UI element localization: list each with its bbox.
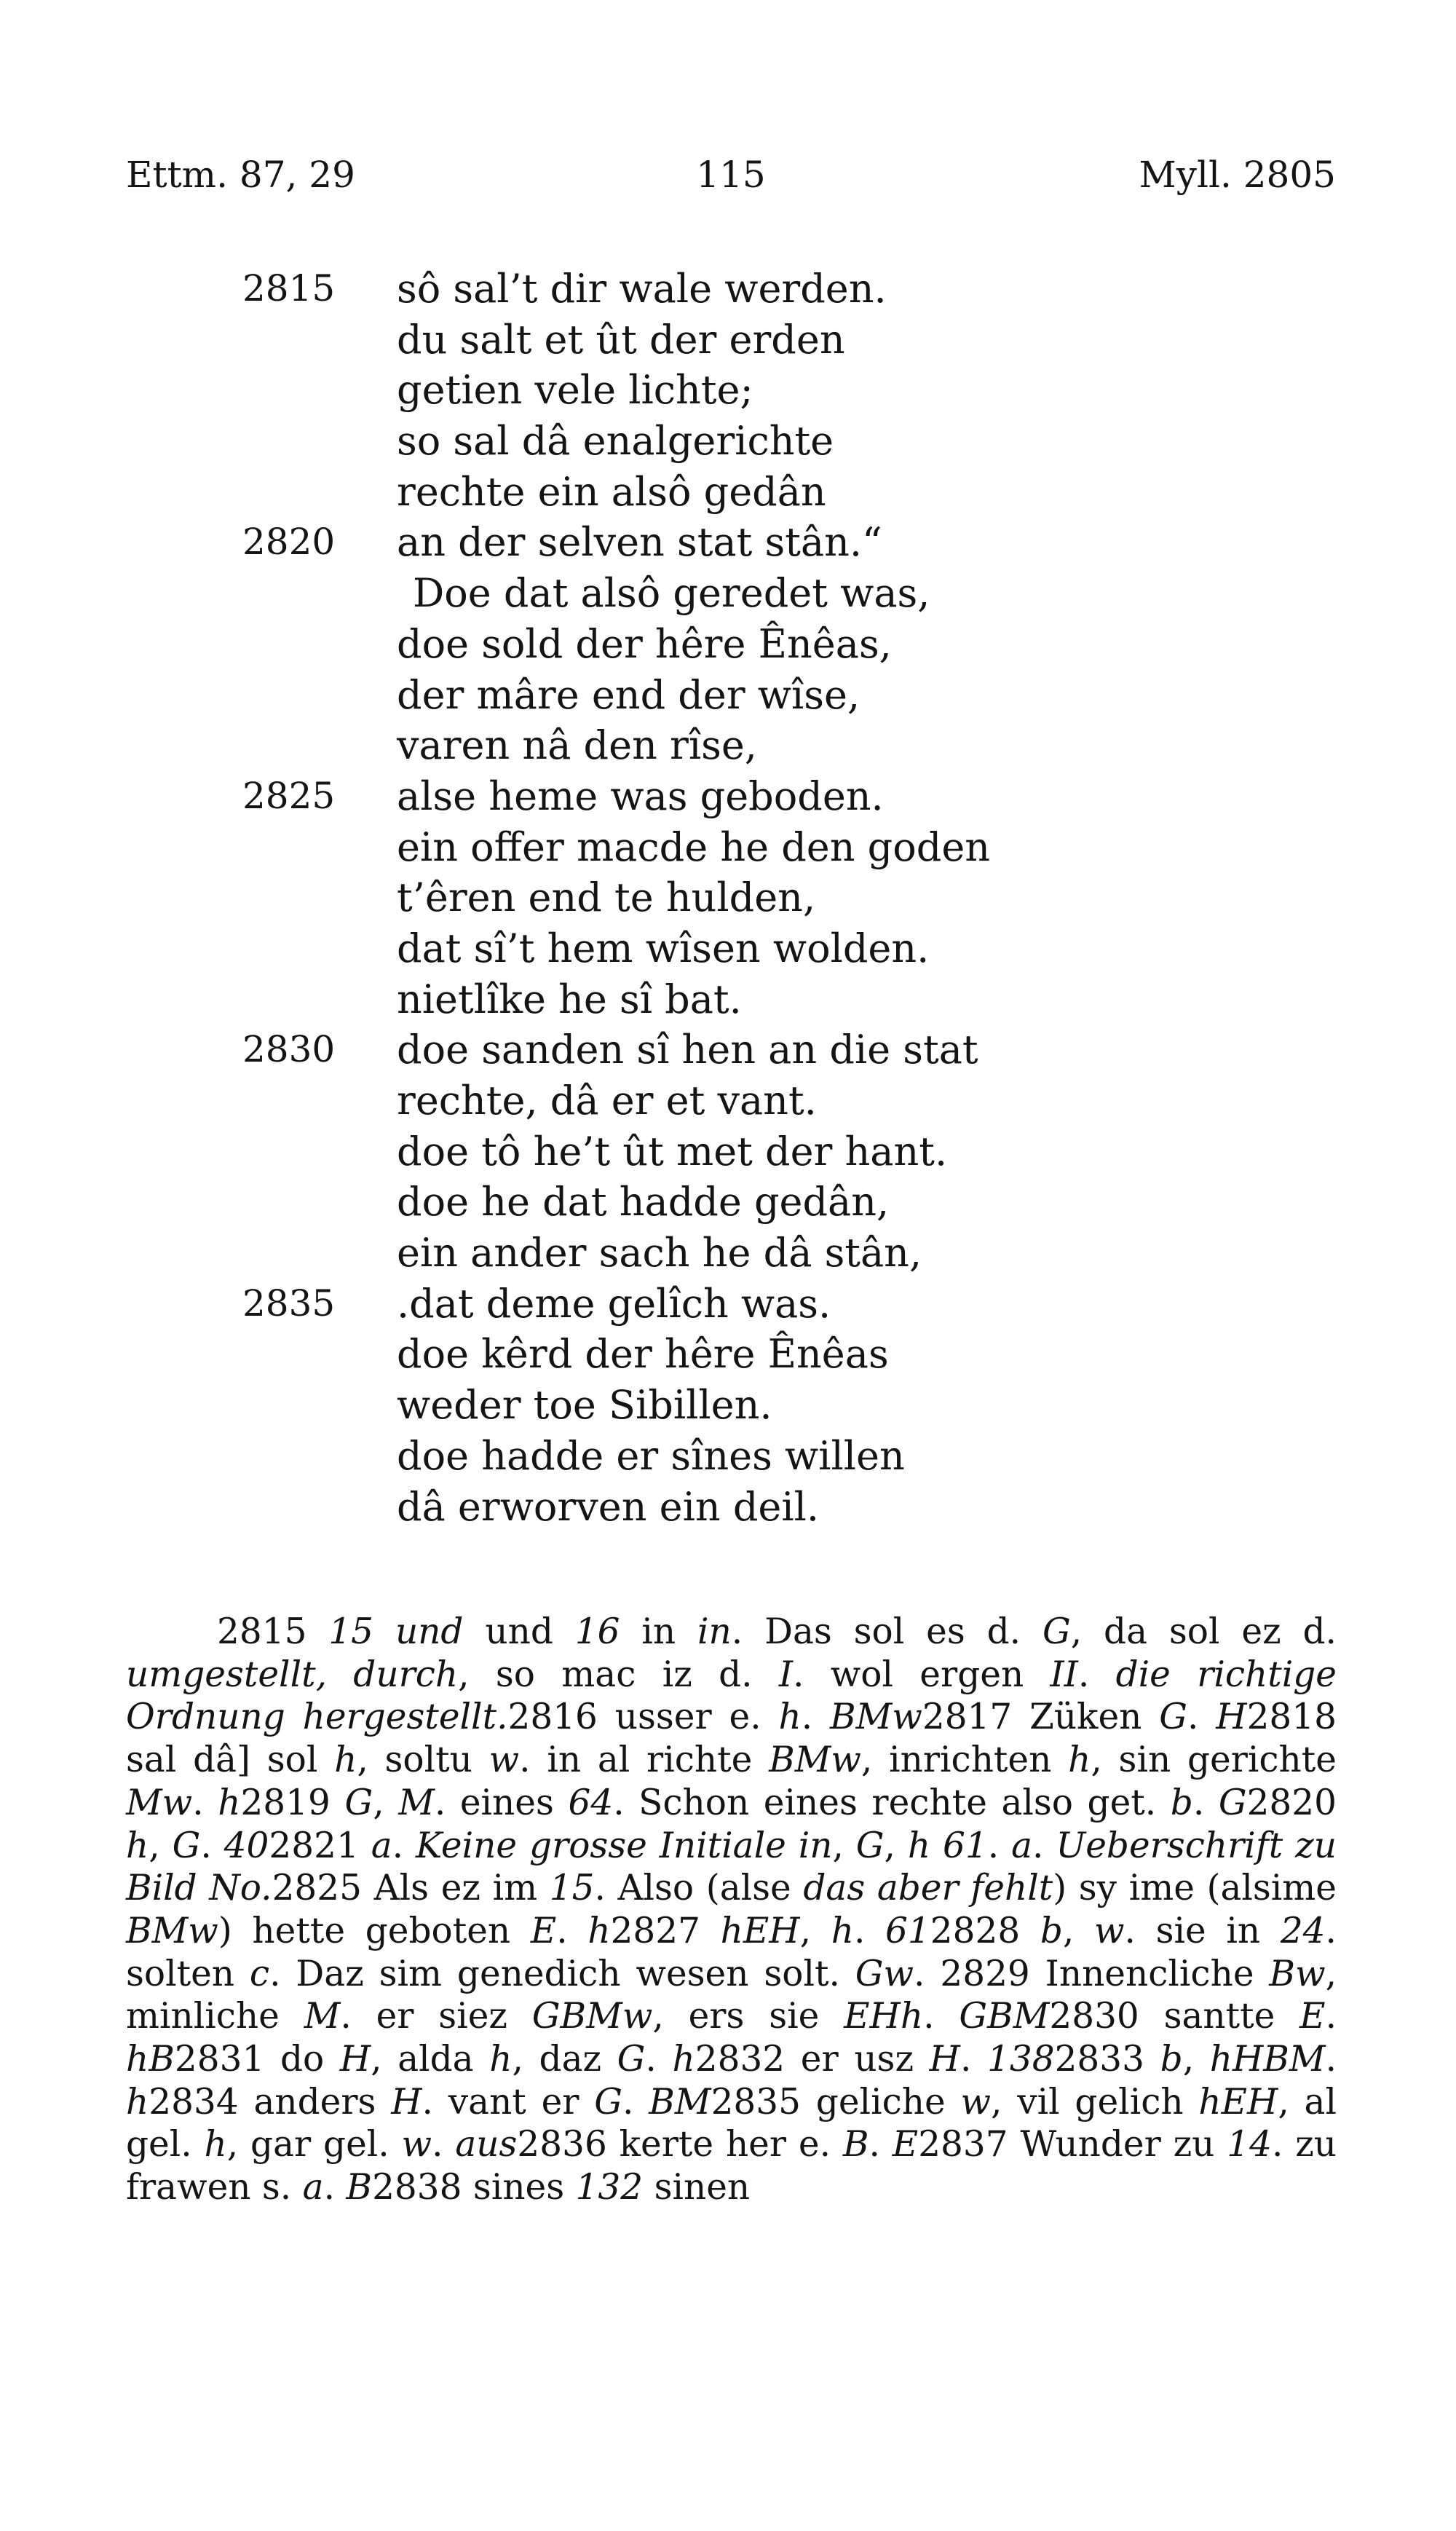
apparatus-italic: b	[1040, 1910, 1063, 1951]
verse-text-line: rechte, dâ er et vant.	[397, 1078, 817, 1124]
apparatus-italic: w	[488, 1740, 520, 1781]
apparatus-text: .	[1187, 1697, 1216, 1738]
apparatus-italic: II	[1050, 1654, 1078, 1695]
verse-text-line: rechte ein alsô gedân	[397, 468, 826, 515]
apparatus-italic: und	[395, 1611, 464, 1652]
apparatus-text: , alda	[371, 2039, 490, 2080]
apparatus-text: 2817 Züken	[922, 1697, 1160, 1738]
apparatus-text: , da sol ez d.	[1070, 1611, 1337, 1652]
apparatus-text: .	[200, 1825, 224, 1866]
apparatus-italic: EHh	[844, 1996, 924, 2037]
apparatus-italic: die richtige Ordnung hergestellt.	[126, 1654, 1337, 1738]
verse-line	[0, 1279, 1456, 1330]
apparatus-text: . zu frawen s.	[126, 2124, 1337, 2208]
verse-text-line: t’êren end te hulden,	[397, 874, 816, 921]
apparatus-text: .	[1325, 2039, 1337, 2080]
apparatus-italic: b	[1170, 1782, 1193, 1823]
apparatus-text: und	[463, 1611, 575, 1652]
apparatus-text	[373, 1611, 395, 1652]
apparatus-italic: 64	[568, 1782, 614, 1823]
apparatus-text: 2818 sal dâ] sol	[126, 1697, 1337, 1781]
verse-text-line: dat sî’t hem wîsen wolden.	[397, 925, 930, 971]
apparatus-text: , daz	[512, 2039, 617, 2080]
verse-text-line: dâ erworven ein deil.	[397, 1483, 820, 1530]
verse-line	[0, 1380, 1456, 1431]
apparatus-text: , ers sie	[652, 1996, 844, 2037]
apparatus-text: . Schon eines rechte also get.	[613, 1782, 1171, 1823]
apparatus-italic: E	[892, 2124, 919, 2165]
apparatus-text: 2815	[217, 1611, 329, 1652]
apparatus-italic: 61	[943, 1825, 988, 1866]
critical-apparatus	[126, 1611, 1337, 2209]
running-header	[126, 149, 1336, 200]
apparatus-text: , al gel.	[126, 2081, 1337, 2165]
apparatus-italic: H	[391, 2081, 422, 2123]
apparatus-text: ,	[799, 1910, 831, 1951]
apparatus-text: 2832 er usz	[695, 2039, 930, 2080]
apparatus-italic: in	[697, 1611, 732, 1652]
apparatus-text: .	[853, 1910, 886, 1951]
apparatus-italic: Gw	[855, 1953, 914, 1994]
apparatus-text: , minliche	[126, 1953, 1337, 2037]
apparatus-italic: G	[1042, 1611, 1071, 1652]
apparatus-italic: h	[778, 1697, 802, 1738]
apparatus-text: . solten	[126, 1910, 1337, 1994]
apparatus-italic: GBMw	[531, 1996, 653, 2037]
verse-text-line: doe sanden sî hen an die stat	[397, 1027, 978, 1073]
verse-text-line: alse heme was geboden.	[397, 773, 884, 819]
apparatus-italic: 61	[885, 1910, 930, 1951]
apparatus-text: 2837 Wunder zu	[918, 2124, 1227, 2165]
verse-line	[0, 1075, 1456, 1126]
apparatus-text: . eines	[434, 1782, 569, 1823]
apparatus-text: 2819	[240, 1782, 345, 1823]
apparatus-text: . sie in	[1124, 1910, 1281, 1951]
apparatus-paragraph	[126, 1611, 1337, 2209]
apparatus-italic: h	[1068, 1740, 1091, 1781]
apparatus-italic: M	[304, 1996, 341, 2037]
verse-text-line: doe sold der hêre Ênêas,	[397, 620, 892, 667]
apparatus-italic: a	[1011, 1825, 1032, 1866]
apparatus-italic: G	[344, 1782, 373, 1823]
apparatus-italic: das aber fehlt	[803, 1868, 1053, 1909]
verse-line	[0, 771, 1456, 822]
apparatus-italic: h	[218, 1782, 241, 1823]
apparatus-text: , sin gerichte	[1091, 1740, 1337, 1781]
verse-line	[0, 568, 1456, 619]
apparatus-italic: umgestellt, durch	[126, 1654, 459, 1695]
apparatus-text: .	[622, 2081, 649, 2123]
apparatus-italic: M	[398, 1782, 435, 1823]
verse-line	[0, 670, 1456, 721]
apparatus-italic: h	[587, 1910, 611, 1951]
apparatus-italic: h	[126, 2081, 149, 2123]
apparatus-italic: E	[530, 1910, 557, 1951]
verse-line	[0, 517, 1456, 568]
apparatus-italic: hEH	[1198, 2081, 1278, 2123]
verse-number: 2820	[242, 521, 336, 564]
apparatus-italic: a	[302, 2167, 324, 2208]
apparatus-text: , vil gelich	[991, 2081, 1199, 2123]
apparatus-text: .	[432, 2124, 456, 2165]
apparatus-italic: G	[1159, 1697, 1187, 1738]
apparatus-text: ,	[1062, 1910, 1095, 1951]
apparatus-italic: 15	[549, 1868, 595, 1909]
apparatus-italic: Keine grosse Initiale in	[415, 1825, 833, 1866]
apparatus-italic: w	[960, 2081, 991, 2123]
apparatus-italic: 40	[223, 1825, 269, 1866]
apparatus-italic: h	[907, 1825, 931, 1866]
verse-text-line: sô sal’t dir wale werden.	[397, 266, 887, 312]
verse-line	[0, 822, 1456, 873]
apparatus-text: ,	[832, 1825, 856, 1866]
apparatus-italic: H	[929, 2039, 960, 2080]
verse-line	[0, 1329, 1456, 1380]
apparatus-italic: hHBM	[1209, 2039, 1326, 2080]
apparatus-text: .	[1192, 1782, 1219, 1823]
header-right-reference: Myll. 2805	[1139, 154, 1336, 196]
verse-number: 2830	[242, 1028, 336, 1071]
apparatus-italic: h	[831, 1910, 854, 1951]
apparatus-italic: b	[1160, 2039, 1183, 2080]
apparatus-text: .	[801, 1697, 831, 1738]
apparatus-text: 2831 do	[174, 2039, 340, 2080]
apparatus-italic: 15	[328, 1611, 374, 1652]
verse-text-line: du salt et ût der erden	[397, 316, 845, 363]
verse-line	[0, 264, 1456, 315]
apparatus-text: sinen	[643, 2167, 751, 2208]
apparatus-italic: 24	[1280, 1910, 1326, 1951]
verse-text-line: der mâre end der wîse,	[397, 671, 860, 718]
apparatus-text: 2833	[1054, 2039, 1160, 2080]
verse-number: 2815	[242, 267, 336, 309]
apparatus-text: 2834 anders	[149, 2081, 392, 2123]
apparatus-text: .	[1032, 1825, 1056, 1866]
apparatus-italic: hEH	[720, 1910, 800, 1951]
apparatus-italic: G	[617, 2039, 646, 2080]
apparatus-text: . in al richte	[519, 1740, 769, 1781]
apparatus-text: .	[323, 2167, 347, 2208]
apparatus-italic: G	[594, 2081, 623, 2123]
verse-text-line: weder toe Sibillen.	[397, 1382, 772, 1429]
apparatus-italic: BMw	[126, 1910, 218, 1951]
apparatus-text: . 2829 Innencliche	[914, 1953, 1270, 1994]
apparatus-italic: aus	[455, 2124, 518, 2165]
verse-text-line: ein offer macde he den goden	[397, 824, 991, 870]
apparatus-text: . Also (alse	[594, 1868, 804, 1909]
verse-line	[0, 1228, 1456, 1279]
apparatus-text: 2830 santte	[1049, 1996, 1300, 2037]
verse-number: 2835	[242, 1282, 336, 1324]
apparatus-italic: c	[249, 1953, 270, 1994]
apparatus-text: .	[869, 2124, 893, 2165]
apparatus-text: .	[556, 1910, 588, 1951]
verse-line	[0, 1482, 1456, 1533]
apparatus-text: . er siez	[340, 1996, 532, 2037]
apparatus-text: . Daz sim genedich wesen solt.	[269, 1953, 855, 1994]
apparatus-text: 2821	[269, 1825, 371, 1866]
apparatus-italic: w	[1094, 1910, 1125, 1951]
verse-line	[0, 720, 1456, 771]
verse-line	[0, 619, 1456, 670]
apparatus-text: .	[987, 1825, 1012, 1866]
verse-line	[0, 872, 1456, 923]
apparatus-italic: h	[489, 2039, 513, 2080]
verse-text-line: getien vele lichte;	[397, 367, 753, 414]
apparatus-italic: h	[126, 1825, 149, 1866]
apparatus-italic: H	[339, 2039, 371, 2080]
apparatus-italic: H	[1216, 1697, 1247, 1738]
apparatus-text: 2816 usser e.	[507, 1697, 779, 1738]
apparatus-italic: Ueberschrift zu Bild No.	[126, 1825, 1337, 1909]
apparatus-text: ,	[884, 1825, 908, 1866]
apparatus-text: 2828	[930, 1910, 1040, 1951]
apparatus-italic: BMw	[830, 1697, 922, 1738]
apparatus-italic: w	[401, 2124, 432, 2165]
apparatus-text: .	[645, 2039, 673, 2080]
apparatus-text: , inrichten	[860, 1740, 1069, 1781]
apparatus-text: ) hette geboten	[218, 1910, 531, 1951]
apparatus-text: ,	[149, 1825, 173, 1866]
apparatus-text: .	[1077, 1654, 1116, 1695]
apparatus-text: . Das sol es d.	[731, 1611, 1042, 1652]
verse-text-line: doe hadde er sînes willen	[397, 1432, 905, 1479]
apparatus-italic: 138	[987, 2039, 1055, 2080]
apparatus-italic: B	[346, 2167, 373, 2208]
apparatus-italic: GBM	[959, 1996, 1050, 2037]
apparatus-text	[930, 1825, 943, 1866]
apparatus-italic: E	[1299, 1996, 1326, 2037]
page-number: 115	[696, 154, 766, 196]
apparatus-text: 2820	[1246, 1782, 1337, 1823]
verse-text-line: doe he dat hadde gedân,	[397, 1179, 890, 1225]
apparatus-italic: 16	[574, 1611, 620, 1652]
apparatus-text: , soltu	[357, 1740, 489, 1781]
apparatus-text: in	[620, 1611, 698, 1652]
apparatus-text: .	[960, 2039, 987, 2080]
verse-text-line: varen nâ den rîse,	[397, 722, 757, 769]
apparatus-text: . wol ergen	[793, 1654, 1051, 1695]
apparatus-text: . vant er	[422, 2081, 595, 2123]
apparatus-italic: BMw	[769, 1740, 861, 1781]
apparatus-text: .	[392, 1825, 416, 1866]
apparatus-italic: I	[778, 1654, 794, 1695]
apparatus-text: 2835 geliche	[711, 2081, 961, 2123]
apparatus-text: ,	[373, 1782, 399, 1823]
apparatus-italic: BM	[649, 2081, 711, 2123]
apparatus-text: .	[1325, 1996, 1337, 2037]
apparatus-italic: 132	[575, 2167, 644, 2208]
apparatus-italic: B	[842, 2124, 869, 2165]
verse-line	[0, 416, 1456, 467]
apparatus-italic: a	[371, 1825, 392, 1866]
apparatus-italic: hB	[126, 2039, 175, 2080]
apparatus-text: 2827	[610, 1910, 721, 1951]
verse-number: 2825	[242, 774, 336, 817]
verse-line	[0, 923, 1456, 974]
verse-line	[0, 974, 1456, 1025]
verse-text	[0, 264, 1456, 1532]
apparatus-italic: G	[855, 1825, 885, 1866]
verse-line	[0, 467, 1456, 518]
apparatus-text: , so mac iz d.	[458, 1654, 779, 1695]
apparatus-italic: Mw	[126, 1782, 193, 1823]
verse-text-line: an der selven stat stân.“	[397, 519, 882, 566]
verse-line	[0, 1024, 1456, 1075]
apparatus-text: ,	[1182, 2039, 1210, 2080]
apparatus-italic: Bw	[1269, 1953, 1326, 1994]
verse-line	[0, 365, 1456, 416]
apparatus-italic: G	[172, 1825, 201, 1866]
apparatus-italic: h	[204, 2124, 227, 2165]
verse-text-line: doe tô he’t ût met der hant.	[397, 1128, 948, 1174]
apparatus-text: ) sy ime (alsime	[1053, 1868, 1337, 1909]
apparatus-italic: h	[672, 2039, 695, 2080]
apparatus-text: 2838 sines	[372, 2167, 576, 2208]
verse-line	[0, 1126, 1456, 1177]
verse-text-line: nietlîke he sî bat.	[397, 976, 742, 1022]
verse-text-line: so sal dâ enalgerichte	[397, 418, 834, 465]
verse-text-line: Doe dat alsô geredet was,	[413, 570, 930, 617]
apparatus-italic: h	[334, 1740, 357, 1781]
apparatus-italic: G	[1218, 1782, 1247, 1823]
apparatus-italic: 14	[1227, 2124, 1272, 2165]
verse-line	[0, 1431, 1456, 1482]
verse-text-line: .dat deme gelîch was.	[397, 1280, 831, 1327]
header-left-reference: Ettm. 87, 29	[126, 154, 355, 196]
verse-line	[0, 315, 1456, 366]
apparatus-text: 2836 kerte her e.	[517, 2124, 843, 2165]
apparatus-text: 2825 Als ez im	[272, 1868, 550, 1909]
apparatus-text: .	[192, 1782, 218, 1823]
verse-text-line: doe kêrd der hêre Ênêas	[397, 1331, 889, 1378]
verse-text-line: ein ander sach he dâ stân,	[397, 1230, 922, 1276]
apparatus-text: , gar gel.	[226, 2124, 402, 2165]
apparatus-text: .	[923, 1996, 960, 2037]
verse-line	[0, 1177, 1456, 1228]
